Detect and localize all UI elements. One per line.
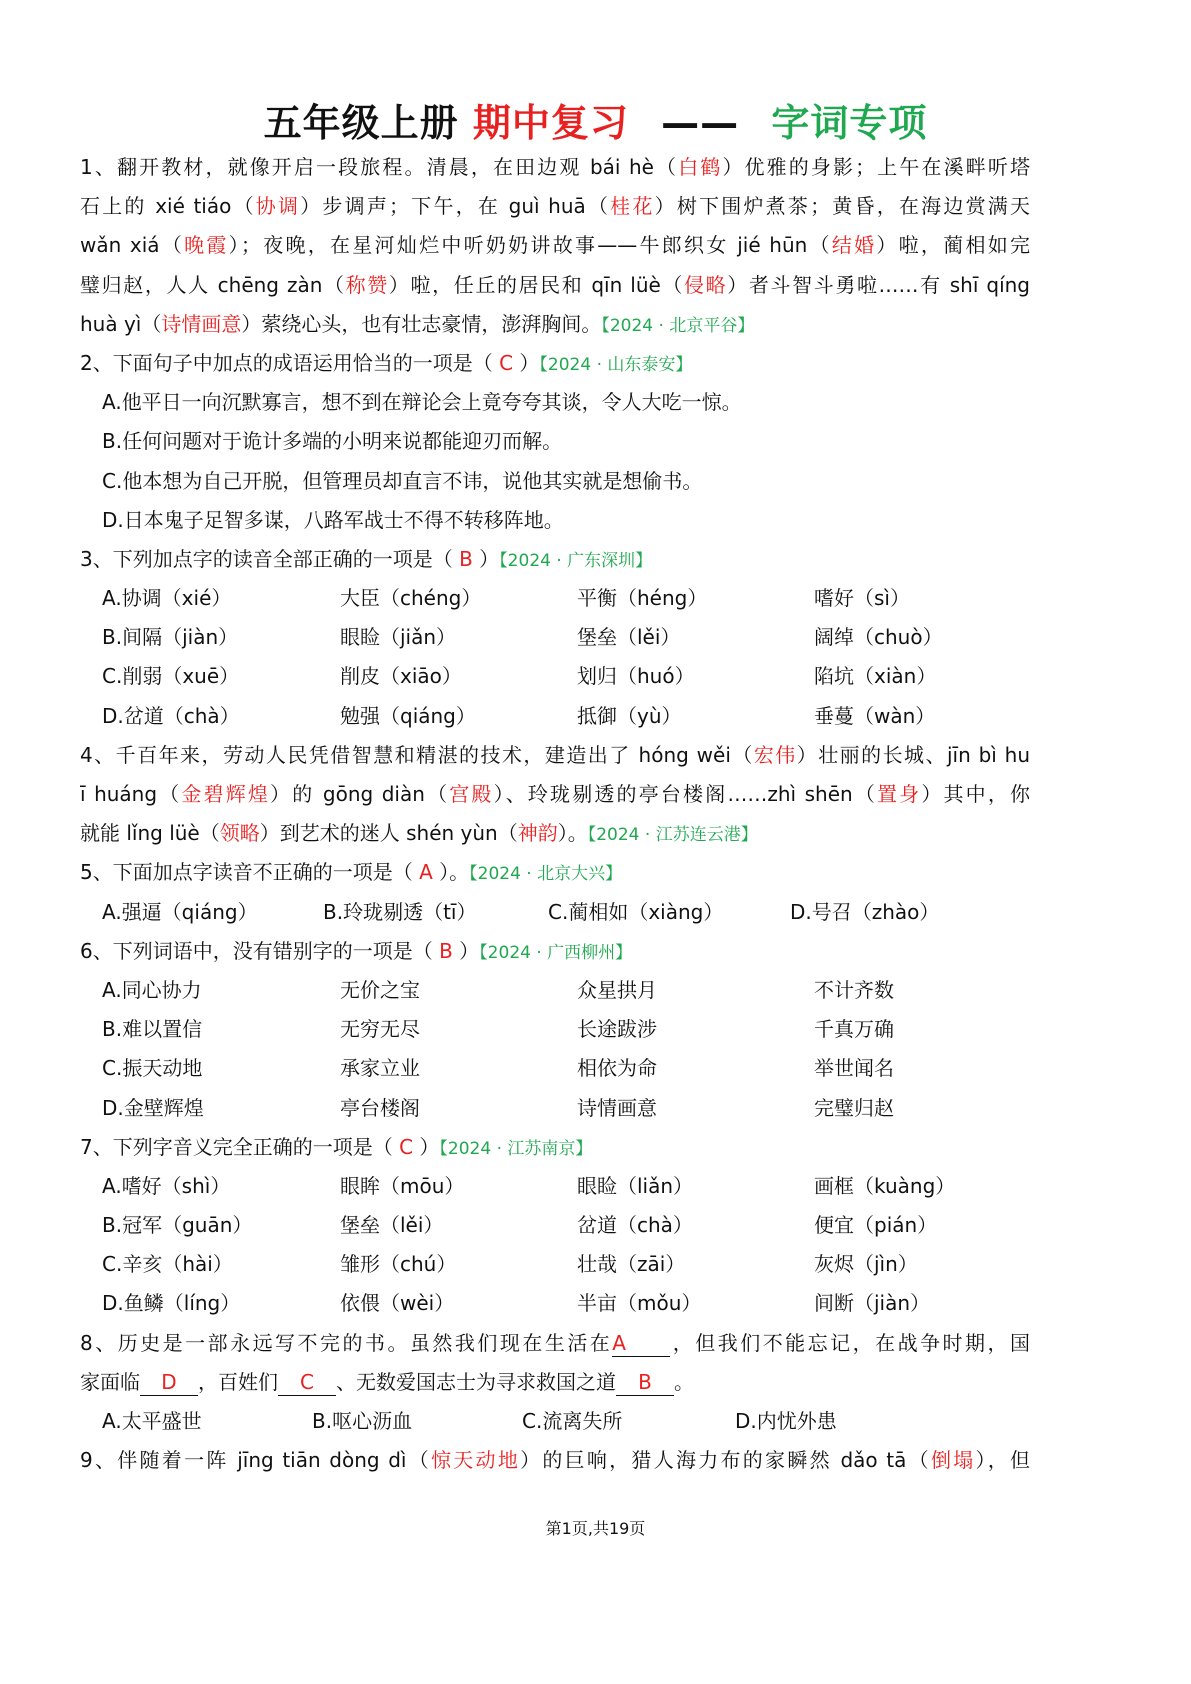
text: ）；夜晚，在星河灿烂中听奶奶讲故事——牛郎织女 jié hūn（ xyxy=(228,233,832,258)
question-line xyxy=(80,853,1030,892)
option-cell: D.鱼鳞（líng） xyxy=(102,1291,241,1316)
option-cell: A.协调（xié） xyxy=(102,586,232,611)
answer-blank: A xyxy=(612,1330,670,1357)
text: ）啦，蔺相如完 xyxy=(876,233,1030,258)
option-cell: 抵御（yù） xyxy=(577,703,682,728)
option-cell: 灰烬（jìn） xyxy=(814,1252,918,1277)
option-cell: A.强逼（qiáng） xyxy=(102,899,258,924)
option-cell: A.太平盛世 xyxy=(102,1409,202,1433)
option-cell: 诗情画意 xyxy=(577,1095,657,1120)
text: ）的巨响，猎人海力布的家瞬然 dǎo tā（ xyxy=(520,1448,931,1473)
answer: 诗情画意 xyxy=(161,311,242,336)
option-cell: 千真万确 xyxy=(814,1017,894,1042)
option-cell: C.削弱（xuē） xyxy=(102,664,240,689)
answer: 称赞 xyxy=(345,272,389,297)
option-cell: 嗜好（sì） xyxy=(814,586,910,611)
answer: B xyxy=(459,546,473,571)
answer: 协调 xyxy=(255,194,301,219)
option-cell: 不计齐数 xyxy=(814,977,894,1002)
text: 2、下面句子中加点的成语运用恰当的一项是（ xyxy=(80,350,500,375)
title-subtopic: 字词专项 xyxy=(771,101,928,145)
title-topic: 期中复习 xyxy=(472,101,629,145)
answer: 结婚 xyxy=(831,233,877,258)
answer: 倒塌 xyxy=(930,1448,976,1473)
source-tag: 【2024 · 广东深圳】 xyxy=(499,550,653,571)
text: ） xyxy=(413,1134,440,1159)
question-line xyxy=(80,344,1030,383)
answer-blank: C xyxy=(278,1369,336,1396)
question-line xyxy=(80,932,1030,971)
answer: 晚霞 xyxy=(184,233,229,258)
text: ）的 gōng diàn（ xyxy=(270,782,450,806)
answer: 惊天动地 xyxy=(431,1448,521,1473)
source-tag: 【2024 · 广西柳州】 xyxy=(479,942,633,963)
option-cell: 眼睑（liǎn） xyxy=(577,1173,694,1198)
text: 就能 lǐng lüè（ xyxy=(80,821,220,846)
option-cell: C.辛亥（hài） xyxy=(102,1252,233,1277)
text: C.他本想为自己开脱，但管理员却直言不讳，说他其实就是想偷书。 xyxy=(102,468,703,493)
text: ）。 xyxy=(557,821,588,846)
text: ī huáng（ xyxy=(80,782,182,806)
option-row xyxy=(80,1402,1030,1441)
source-tag: 【2024 · 北京大兴】 xyxy=(469,864,623,885)
option-line xyxy=(80,501,1030,540)
source-tag: 【2024 · 江苏南京】 xyxy=(439,1138,593,1159)
text: D.日本鬼子足智多谋，八路军战士不得不转移阵地。 xyxy=(102,507,564,532)
text: 。 xyxy=(674,1369,694,1394)
text: 7、下列字音义完全正确的一项是（ xyxy=(80,1134,400,1159)
answer: B xyxy=(439,938,453,963)
answer: 金碧辉煌 xyxy=(181,782,271,806)
text: ）、玲珑剔透的亭台楼阁……zhì shēn（ xyxy=(493,782,878,806)
text: 5、下面加点字读音不正确的一项是（ xyxy=(80,860,420,885)
option-cell: D.金壁辉煌 xyxy=(102,1095,204,1120)
answer: 宫殿 xyxy=(449,782,494,806)
text: ，但我们不能忘记，在战争时期，国 xyxy=(670,1330,1030,1355)
option-cell: 完璧归赵 xyxy=(814,1095,894,1120)
option-cell: 垂蔓（wàn） xyxy=(814,703,936,728)
option-cell: B.难以置信 xyxy=(102,1017,203,1042)
option-cell: 半亩（mǒu） xyxy=(577,1291,702,1316)
option-row xyxy=(80,618,1030,657)
text: ）萦绕心头，也有壮志豪情，澎湃胸间。 xyxy=(241,311,602,336)
question-line xyxy=(80,1324,1030,1363)
option-cell: 承家立业 xyxy=(340,1056,420,1081)
text: ）树下围炉煮茶；黄昏，在海边赏满天 xyxy=(654,194,1030,219)
option-cell: 大臣（chéng） xyxy=(340,586,482,611)
option-row xyxy=(80,1089,1030,1128)
text: ）步调声；下午，在 guì huā（ xyxy=(300,194,611,219)
option-row xyxy=(80,697,1030,736)
exercise-content xyxy=(80,148,1030,1480)
text: ，百姓们 xyxy=(198,1369,278,1394)
option-cell: B.呕心沥血 xyxy=(312,1409,413,1433)
text: ） xyxy=(472,546,500,571)
text: 6、下列词语中，没有错别字的一项是（ xyxy=(80,938,440,963)
option-cell: 壮哉（zāi） xyxy=(577,1252,686,1277)
answer: C xyxy=(499,350,514,375)
question-line xyxy=(80,814,1030,853)
option-row xyxy=(80,1167,1030,1206)
question-line xyxy=(80,266,1030,305)
option-cell: 众星拱月 xyxy=(577,977,657,1002)
option-cell: C.蔺相如（xiàng） xyxy=(548,899,724,924)
text: ）。 xyxy=(432,860,470,885)
option-cell: B.间隔（jiàn） xyxy=(102,625,239,650)
option-cell: C.振天动地 xyxy=(102,1056,203,1081)
text: 、无数爱国志士为寻求救国之道 xyxy=(336,1369,616,1394)
option-row xyxy=(80,1284,1030,1323)
title-dash: —— xyxy=(661,101,740,145)
option-cell: 陷坑（xiàn） xyxy=(814,664,937,689)
text: ）者斗智斗勇啦……有 shī qíng xyxy=(727,272,1030,297)
answer: A xyxy=(419,860,433,885)
option-row xyxy=(80,971,1030,1010)
option-cell: 间断（jiàn） xyxy=(814,1291,931,1316)
option-cell: 依偎（wèi） xyxy=(340,1291,455,1316)
option-row xyxy=(80,657,1030,696)
option-cell: C.流离失所 xyxy=(522,1409,623,1433)
option-cell: 雏形（chú） xyxy=(340,1252,457,1277)
option-cell: 亭台楼阁 xyxy=(340,1095,420,1120)
option-cell: 平衡（héng） xyxy=(577,586,708,611)
option-cell: A.同心协力 xyxy=(102,977,202,1002)
question-line xyxy=(80,305,1030,344)
option-cell: 便宜（pián） xyxy=(814,1213,938,1238)
question-line xyxy=(80,540,1030,579)
page-number: 第1页,共19页 xyxy=(545,1519,646,1538)
option-row xyxy=(80,1010,1030,1049)
option-line xyxy=(80,462,1030,501)
source-tag: 【2024 · 山东泰安】 xyxy=(539,354,693,375)
option-cell: 眼睑（jiǎn） xyxy=(340,625,457,650)
option-cell: D.岔道（chà） xyxy=(102,703,240,728)
text: ） xyxy=(513,350,540,375)
text: 8、历史是一部永远写不完的书。虽然我们现在生活在 xyxy=(80,1330,613,1355)
answer: 领略 xyxy=(219,821,260,846)
text: ）优雅的身影；上午在溪畔听塔 xyxy=(722,155,1030,179)
title-grade: 五年级上册 xyxy=(263,101,459,145)
option-row xyxy=(80,1206,1030,1245)
question-line xyxy=(80,736,1030,775)
text: 石上的 xié tiáo（ xyxy=(80,194,256,219)
option-cell: 无穷无尽 xyxy=(340,1017,420,1042)
question-line xyxy=(80,187,1030,226)
question-line xyxy=(80,1363,1030,1402)
answer-blank: B xyxy=(616,1369,674,1396)
source-tag: 【2024 · 江苏连云港】 xyxy=(587,825,758,846)
option-cell: 岔道（chà） xyxy=(577,1213,693,1238)
answer: 宏伟 xyxy=(753,742,797,767)
text: 1、翻开教材，就像开启一段旅程。清晨，在田边观 bái hè（ xyxy=(80,155,679,179)
option-cell: 削皮（xiāo） xyxy=(340,664,462,689)
text: ），但 xyxy=(975,1448,1030,1473)
answer: 白鹤 xyxy=(678,155,723,179)
text: ）到艺术的迷人 shén yùn（ xyxy=(259,821,518,846)
text: B.任何问题对于诡计多端的小明来说都能迎刃而解。 xyxy=(102,429,563,454)
text: A.他平日一向沉默寡言，想不到在辩论会上竟夸夸其谈，令人大吃一惊。 xyxy=(102,390,742,415)
answer: 置身 xyxy=(877,782,922,806)
answer: C xyxy=(399,1134,414,1159)
option-line xyxy=(80,422,1030,461)
text: ） xyxy=(452,938,480,963)
option-cell: B.冠军（guān） xyxy=(102,1213,253,1238)
text: 4、千百年来，劳动人民凭借智慧和精湛的技术，建造出了 hóng wěi（ xyxy=(80,742,754,767)
text: ）其中，你 xyxy=(921,782,1030,806)
option-cell: 眼眸（mōu） xyxy=(340,1173,465,1198)
option-cell: 相依为命 xyxy=(577,1056,657,1081)
text: ）壮丽的长城、jīn bì hu xyxy=(796,742,1030,767)
question-line xyxy=(80,148,1030,187)
option-cell: 长途跋涉 xyxy=(577,1017,657,1042)
page-title xyxy=(0,92,1191,147)
text: ）啦，任丘的居民和 qīn lüè（ xyxy=(388,272,685,297)
text: 璧归赵，人人 chēng zàn（ xyxy=(80,272,346,297)
answer-blank: D xyxy=(140,1369,198,1396)
question-line xyxy=(80,1128,1030,1167)
option-row xyxy=(80,579,1030,618)
text: 3、下列加点字的读音全部正确的一项是（ xyxy=(80,546,460,571)
option-cell: 划归（huó） xyxy=(577,664,695,689)
option-cell: D.内忧外患 xyxy=(735,1409,837,1433)
answer: 神韵 xyxy=(517,821,558,846)
option-cell: 举世闻名 xyxy=(814,1056,894,1081)
text: 家面临 xyxy=(80,1369,140,1394)
option-row xyxy=(80,893,1030,932)
answer: 侵略 xyxy=(684,272,728,297)
option-cell: B.玲珑剔透（tī） xyxy=(323,899,477,924)
option-cell: 勉强（qiáng） xyxy=(340,703,476,728)
question-line xyxy=(80,775,1030,814)
option-cell: 堡垒（lěi） xyxy=(577,625,681,650)
text: wǎn xiá（ xyxy=(80,233,185,258)
question-line xyxy=(80,1441,1030,1480)
question-line xyxy=(80,226,1030,265)
option-cell: D.号召（zhào） xyxy=(790,899,940,924)
option-row xyxy=(80,1245,1030,1284)
option-cell: A.嗜好（shì） xyxy=(102,1173,231,1198)
answer: 桂花 xyxy=(610,194,655,219)
option-cell: 无价之宝 xyxy=(340,977,420,1002)
option-row xyxy=(80,1049,1030,1088)
source-tag: 【2024 · 北京平谷】 xyxy=(601,315,755,336)
option-cell: 堡垒（lěi） xyxy=(340,1213,444,1238)
option-cell: 阔绰（chuò） xyxy=(814,625,943,650)
option-line xyxy=(80,383,1030,422)
text: 9、伴随着一阵 jīng tiān dòng dì（ xyxy=(80,1448,432,1473)
text: huà yì（ xyxy=(80,311,162,336)
option-cell: 画框（kuàng） xyxy=(814,1173,956,1198)
